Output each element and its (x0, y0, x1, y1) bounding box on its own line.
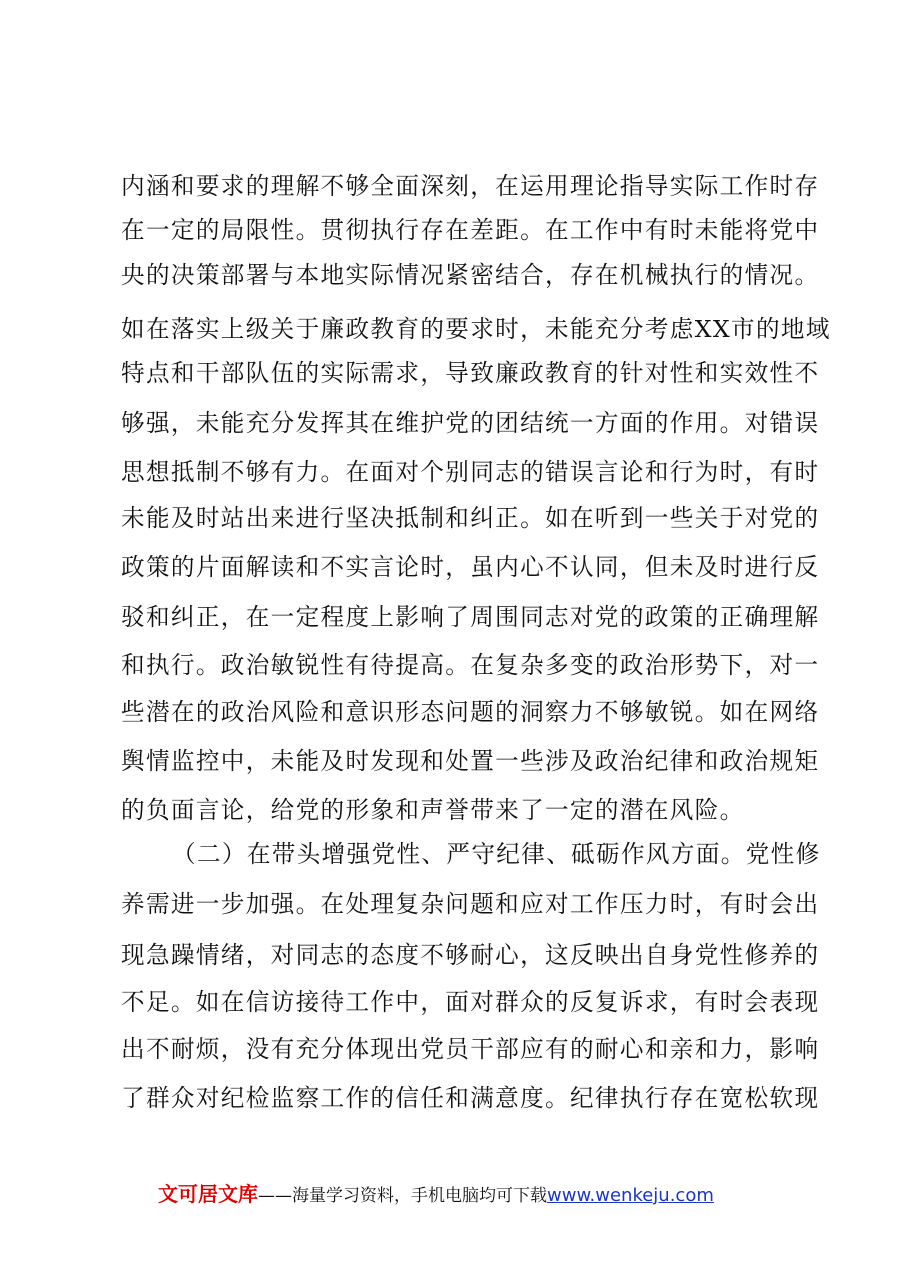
text-line: 些潜在的政治风险和意识形态问题的洞察力不够敏锐。如在网络 (121, 698, 820, 726)
text-line: 了群众对纪检监察工作的信任和满意度。纪律执行存在宽松软现 (121, 1084, 820, 1112)
text-line: 现急躁情绪，对同志的态度不够耐心，这反映出自身党性修养的 (121, 941, 820, 969)
text-line: 思想抵制不够有力。在面对个别同志的错误言论和行为时，有时 (121, 458, 820, 486)
text-line: 养需进一步加强。在处理复杂问题和应对工作压力时，有时会出 (121, 890, 820, 918)
footer-banner (158, 1176, 714, 1212)
text-line: 特点和干部队伍的实际需求，导致廉政教育的针对性和实效性不 (121, 359, 820, 387)
section-heading-line: （二）在带头增强党性、严守纪律、砥砺作风方面。党性修 (172, 840, 821, 868)
text-line: 不足。如在信访接待工作中，面对群众的反复诉求，有时会表现 (121, 988, 820, 1016)
text-line: 政策的片面解读和不实言论时，虽内心不认同，但未及时进行反 (121, 553, 820, 581)
brand-name: 文可居文库 (158, 1182, 258, 1206)
text-line: 在一定的局限性。贯彻执行存在差距。在工作中有时未能将党中 (121, 216, 820, 244)
footer-slogan: ——海量学习资料，手机电脑均可下载 (258, 1186, 547, 1206)
text-line: 舆情监控中，未能及时发现和处置一些涉及政治纪律和政治规矩 (121, 747, 820, 775)
text-line: 内涵和要求的理解不够全面深刻，在运用理论指导实际工作时存 (121, 172, 820, 200)
text-line: 如在落实上级关于廉政教育的要求时，未能充分考虑XX市的地域 (121, 315, 831, 343)
text-line: 够强，未能充分发挥其在维护党的团结统一方面的作用。对错误 (121, 409, 820, 437)
website-link[interactable]: www.wenkeju.com (547, 1185, 714, 1206)
text-line: 和执行。政治敏锐性有待提高。在复杂多变的政治形势下，对一 (121, 651, 820, 679)
text-line: 央的决策部署与本地实际情况紧密结合，存在机械执行的情况。 (121, 261, 820, 289)
text-line: 出不耐烦，没有充分体现出党员干部应有的耐心和亲和力，影响 (121, 1035, 820, 1063)
text-line: 的负面言论，给党的形象和声誉带来了一定的潜在风险。 (121, 796, 745, 824)
text-line: 未能及时站出来进行坚决抵制和纠正。如在听到一些关于对党的 (121, 504, 820, 532)
text-line: 驳和纠正，在一定程度上影响了周围同志对党的政策的正确理解 (121, 603, 820, 631)
